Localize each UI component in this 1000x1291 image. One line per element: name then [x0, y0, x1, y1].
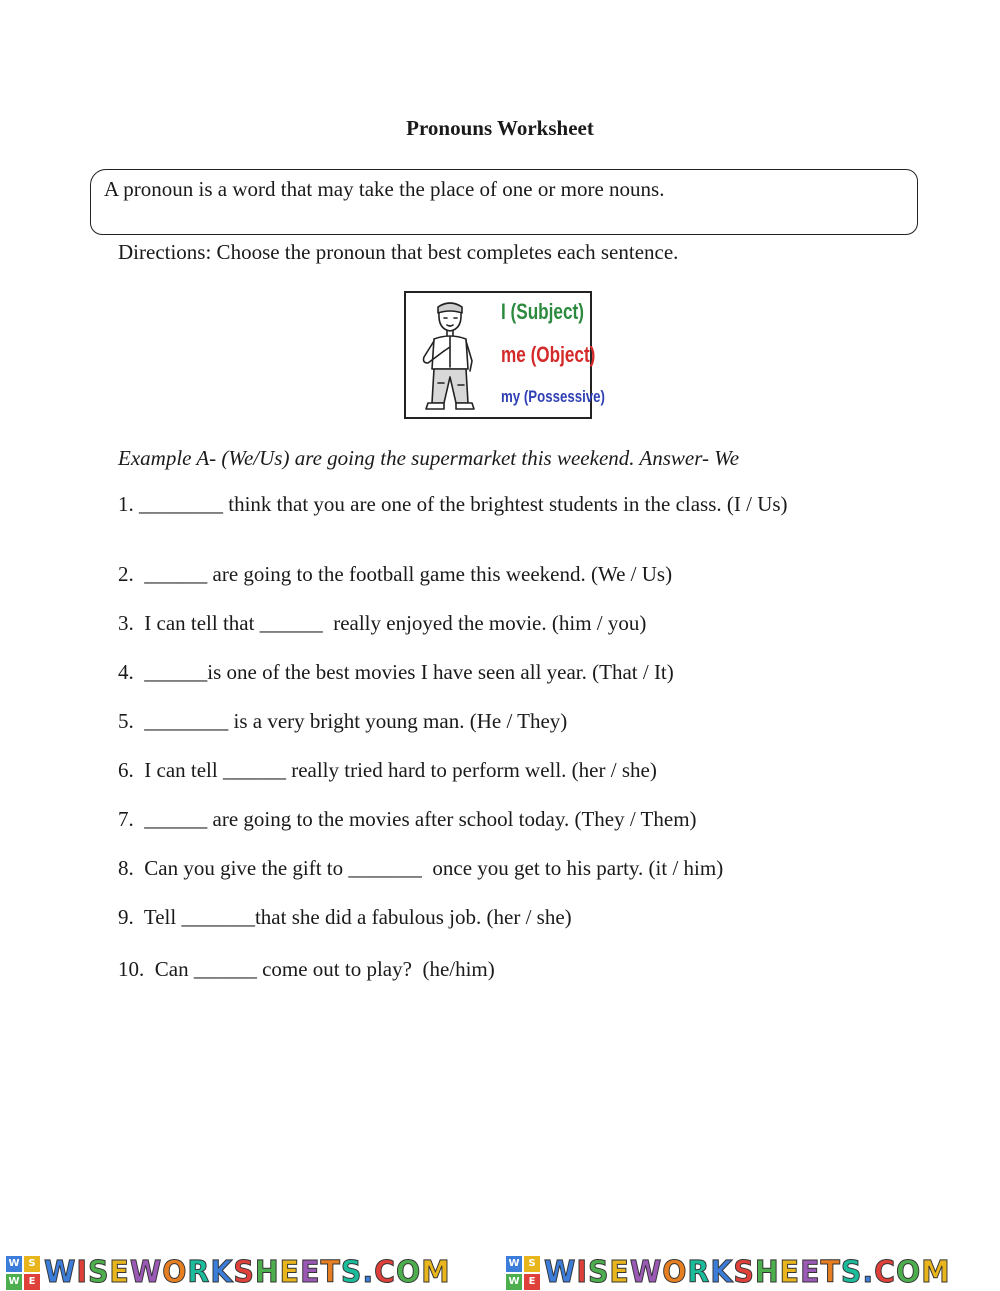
wiseworksheets-logo — [0, 1256, 500, 1290]
question-8: 8. Can you give the gift to _______ once you get to his party. (it / him) — [118, 856, 724, 880]
directions-text: Directions: Choose the pronoun that best completes each sentence. — [118, 240, 679, 264]
subject-label: I (Subject) — [501, 299, 584, 324]
question-1: 1. ________ think that you are one of the brightest students in the class. (I / Us) — [118, 492, 788, 516]
footer-watermark — [0, 1254, 1000, 1291]
boy-pointing-icon — [414, 299, 486, 413]
definition-text: A pronoun is a word that may take the place of one or more nouns. — [104, 177, 665, 201]
question-5: 5. ________ is a very bright young man. (He / They) — [118, 709, 568, 733]
logo-text: WISEWORKSHEETS.COM — [544, 1254, 951, 1290]
question-3: 3. I can tell that ______ really enjoyed the movie. (him / you) — [118, 611, 647, 635]
question-4: 4. ______is one of the best movies I have seen all year. (That / It) — [118, 660, 674, 684]
question-10: 10. Can ______ come out to play? (he/him) — [118, 957, 495, 981]
wiseworksheets-logo-repeat — [500, 1256, 1000, 1290]
question-9: 9. Tell _______that she did a fabulous job. (her / she) — [118, 905, 572, 929]
question-2: 2. ______ are going to the football game this weekend. (We / Us) — [118, 562, 673, 586]
question-7: 7. ______ are going to the movies after school today. (They / Them) — [118, 807, 697, 831]
logo-tiles-icon: W S W E — [506, 1256, 540, 1290]
page-title: Pronouns Worksheet — [406, 116, 594, 140]
logo-text: WISEWORKSHEETS.COM — [44, 1254, 451, 1290]
pronoun-illustration — [404, 291, 605, 419]
possessive-label: my (Possessive) — [501, 387, 605, 406]
logo-tiles-icon: W S W E — [6, 1256, 40, 1290]
object-label: me (Object) — [501, 342, 596, 367]
example-sentence: Example A- (We/Us) are going the supermarket this weekend. Answer- We — [118, 446, 740, 470]
question-6: 6. I can tell ______ really tried hard to perform well. (her / she) — [118, 758, 657, 782]
